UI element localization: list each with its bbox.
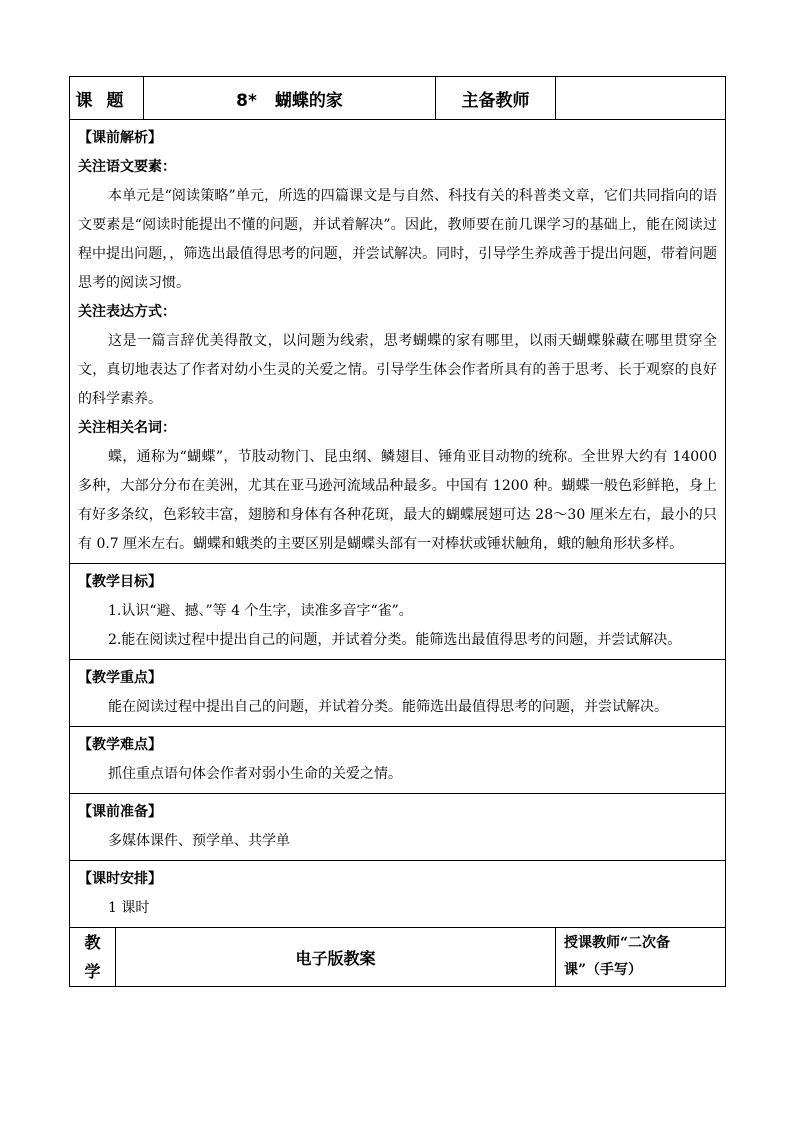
lead-teacher-label: 主备教师 <box>436 77 556 120</box>
goals-row <box>70 564 726 660</box>
difficulties-text: 抓住重点语句体会作者对弱小生命的关爱之情。 <box>108 766 402 782</box>
lesson-title: 蝴蝶的家 <box>274 90 343 111</box>
focus-language-text: 本单元是“阅读策略”单元，所选的四篇课文是与自然、科技有关的科普类文章，它们共同指向的语文要素是“阅读时能提出不懂的问题，并试着解决”。因此，教师要在前几课学习的基础上，能在阅读过程中提出问题，，筛选出最值得思考的问题，并尝试解决。同时，引导学生养成善于提出问题，带着问题思考的阅读习惯。 <box>78 188 717 291</box>
schedule-section <box>70 861 726 928</box>
key-points-row <box>70 660 726 727</box>
schedule-row <box>70 861 726 928</box>
electronic-plan-label: 电子版教案 <box>116 928 556 987</box>
focus-expression-subtitle: 关注表达方式： <box>78 304 176 320</box>
preparation-section <box>70 794 726 861</box>
lesson-title-cell <box>144 77 436 120</box>
goal-item: 2.能在阅读过程中提出自己的问题，并试着分类。能筛选出最值得思考的问题，并尝试解决。 <box>108 632 682 648</box>
lead-teacher-value <box>556 77 726 120</box>
goals-title: 【教学目标】 <box>78 574 162 590</box>
key-points-title: 【教学重点】 <box>78 670 162 686</box>
key-points-text: 能在阅读过程中提出自己的问题，并试着分类。能筛选出最值得思考的问题，并尝试解决。 <box>108 699 668 715</box>
goal-item: 1.认识“避、撼、”等 4 个生字，读准多音字“雀”。 <box>108 603 413 619</box>
preparation-row <box>70 794 726 861</box>
difficulties-section <box>70 727 726 794</box>
schedule-text: 1 课时 <box>108 900 150 916</box>
pre-analysis-section <box>70 120 726 564</box>
lesson-number: 8* <box>236 90 257 111</box>
lesson-plan-table <box>69 76 726 987</box>
schedule-title: 【课时安排】 <box>78 871 162 887</box>
pre-analysis-row <box>70 120 726 564</box>
preparation-title: 【课前准备】 <box>78 804 162 820</box>
key-points-section <box>70 660 726 727</box>
preparation-text: 多媒体课件、预学单、共学单 <box>108 833 290 849</box>
footer-row <box>70 928 726 987</box>
focus-terms-text: 蝶，通称为“蝴蝶”，节肢动物门、昆虫纲、鳞翅目、锤角亚目动物的统称。全世界大约有 14000 多种，大部分分布在美洲，尤其在亚马逊河流域品种最多。中国有 1200 种。蝴蝶一般色彩鲜艳，身上有好多条纹，色彩较丰富，翅膀和身体有各种花斑，最大的蝴蝶展翅可达 28～30 厘米左右，最小的只有 0.7 厘米左右。蝴蝶和蛾类的主要区别是蝴蝶头部有一对棒状或锤状触角，蛾的触角形状多样。 <box>78 449 717 552</box>
teaching-label <box>70 928 116 987</box>
difficulties-title: 【教学难点】 <box>78 737 162 753</box>
teaching-label-text: 教学 <box>84 933 101 981</box>
topic-label: 课题 <box>70 77 144 120</box>
focus-language-subtitle: 关注语文要素： <box>78 159 176 175</box>
header-row <box>70 77 726 120</box>
difficulties-row <box>70 727 726 794</box>
pre-analysis-title: 【课前解析】 <box>78 130 162 146</box>
second-prep-label: 授课教师“二次备课”（手写） <box>556 928 726 987</box>
focus-terms-subtitle: 关注相关名词： <box>78 420 176 436</box>
focus-expression-text: 这是一篇言辞优美得散文，以问题为线索，思考蝴蝶的家有哪里，以雨天蝴蝶躲藏在哪里贯穿全文，真切地表达了作者对幼小生灵的关爱之情。引导学生体会作者所具有的善于思考、长于观察的良好的科学素养。 <box>78 333 717 407</box>
goals-section <box>70 564 726 660</box>
